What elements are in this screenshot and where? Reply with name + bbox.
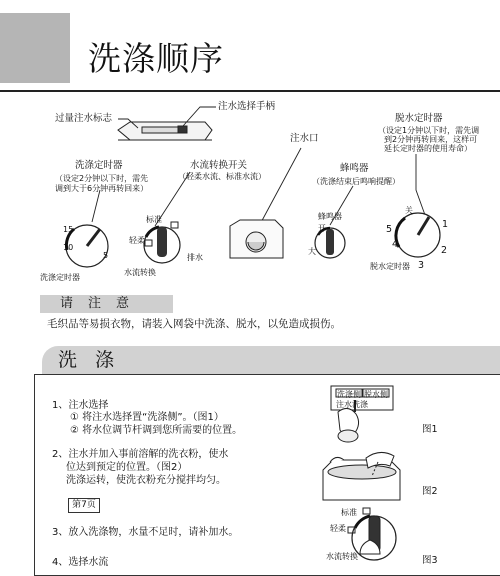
step-1-a: ① 将注水选择置“洗涤侧”。（图1） bbox=[70, 412, 224, 423]
step-2-c: 洗涤运转，使洗衣粉充分搅拌均匀。 bbox=[66, 475, 226, 486]
standard-label: 标准 bbox=[146, 215, 162, 224]
figure-2-label: 图2 bbox=[422, 486, 438, 497]
spin-timer-note-3: 延长定时器的使用寿命） bbox=[384, 144, 472, 153]
spin-timer-dial bbox=[396, 213, 440, 257]
water-inlet-shape bbox=[230, 220, 283, 258]
spin-timer-note-1: （设定1分钟以下时，需先调 bbox=[378, 126, 480, 135]
notice-text: 毛织品等易损衣物，请装入网袋中洗涤、脱水，以免造成损伤。 bbox=[47, 318, 341, 330]
buzzer-big-label: 大 bbox=[308, 247, 316, 256]
flow-switch-small-label: 水流转换 bbox=[124, 268, 156, 277]
figure-3-label: 图3 bbox=[422, 555, 438, 566]
spin-timer-note-2: 到2分钟再转回来，这样可 bbox=[384, 135, 478, 144]
fig3-standard-label: 标准 bbox=[341, 508, 357, 517]
flow-switch-label: 水流转换开关 bbox=[190, 160, 248, 171]
wash-dial-5: 5 bbox=[103, 251, 109, 260]
wash-timer-note-2: 调到大于6分钟再转回来） bbox=[55, 184, 149, 193]
spin-off-label: 关 bbox=[405, 206, 413, 215]
spin-dial-4: 4 bbox=[392, 239, 399, 250]
notice-title: 请注意 bbox=[60, 296, 145, 311]
fig3-gentle-label: 轻柔 bbox=[330, 524, 346, 533]
wash-timer-label: 洗涤定时器 bbox=[75, 160, 123, 171]
step-3: 3、放入洗涤物，水量不足时，请补加水。 bbox=[52, 527, 239, 538]
section-title: 洗 涤 bbox=[58, 349, 121, 371]
spin-dial-3: 3 bbox=[418, 260, 425, 271]
spin-dial-1: 1 bbox=[442, 219, 449, 230]
wash-dial-15: 15 bbox=[63, 225, 74, 234]
buzzer-note: （洗涤结束后鸣响提醒） bbox=[312, 177, 400, 186]
buzzer-on-label: 开 bbox=[318, 224, 326, 233]
spin-dial-2: 2 bbox=[441, 245, 448, 256]
gentle-label: 轻柔 bbox=[129, 236, 145, 245]
wash-dial-10: 10 bbox=[63, 243, 74, 252]
fig1-tab-fill: 注水洗涤 bbox=[336, 400, 368, 409]
fig1-tab-spin: 脱水侧 bbox=[364, 390, 388, 399]
flow-switch-note: （轻柔水流、标准水流） bbox=[178, 172, 266, 181]
figure-1-label: 图1 bbox=[422, 424, 438, 435]
buzzer-label: 蜂鸣器 bbox=[340, 163, 369, 174]
spin-timer-label: 脱水定时器 bbox=[395, 113, 443, 124]
buzzer-small-label: 蜂鸣器 bbox=[318, 212, 342, 221]
fig3-switch-label: 水流转换 bbox=[326, 552, 358, 561]
step-2-a: 2、注水并加入事前溶解的洗衣粉，使水 bbox=[52, 449, 229, 460]
page-title: 洗涤顺序 bbox=[88, 39, 224, 78]
step-1-title: 1、注水选择 bbox=[52, 400, 109, 411]
water-select-handle-label: 注水选择手柄 bbox=[218, 101, 276, 112]
panel-top-view bbox=[118, 122, 212, 140]
wash-timer-note-1: （设定2分钟以下时，需先 bbox=[55, 174, 149, 183]
drain-label: 排水 bbox=[187, 253, 203, 262]
wash-timer-small-label: 洗涤定时器 bbox=[40, 273, 80, 282]
spin-timer-small-label: 脱水定时器 bbox=[370, 262, 410, 271]
spin-dial-5: 5 bbox=[386, 224, 393, 235]
fig1-tab-wash: 洗涤侧 bbox=[337, 390, 361, 399]
water-inlet-label: 注水口 bbox=[290, 133, 319, 144]
overflow-mark-label: 过量注水标志 bbox=[55, 113, 113, 124]
step-2-b: 位达到预定的位置。（图2） bbox=[66, 462, 188, 473]
page-reference-link[interactable]: 第7页 bbox=[68, 498, 100, 513]
step-4: 4、选择水流 bbox=[52, 557, 109, 568]
step-1-b: ② 将水位调节杆调到您所需要的位置。 bbox=[70, 425, 243, 436]
flow-switch-dial bbox=[144, 222, 180, 263]
